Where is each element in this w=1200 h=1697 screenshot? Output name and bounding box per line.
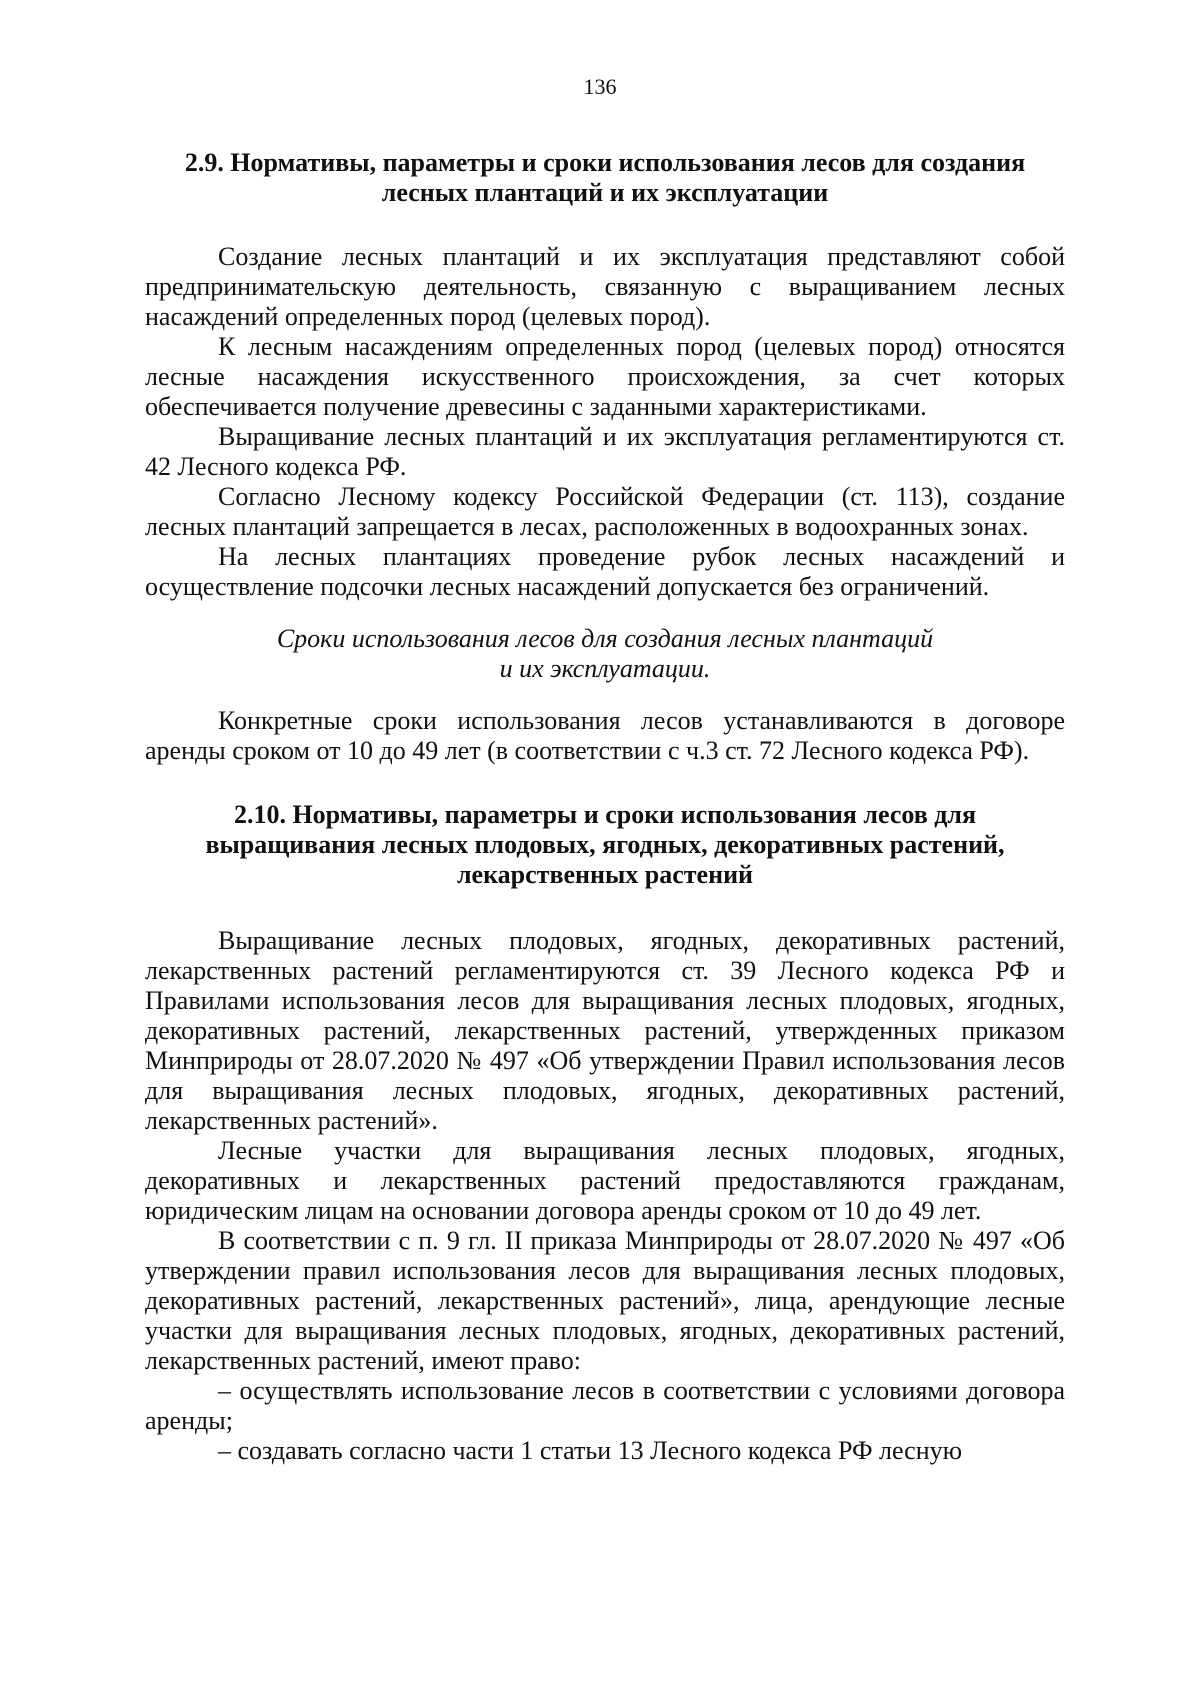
heading-line: выращивания лесных плодовых, ягодных, декоративных растений,: [205, 830, 1005, 859]
heading-line: 2.9. Нормативы, параметры и сроки использования лесов для создания: [184, 148, 1026, 177]
heading-line: лесных плантаций и их эксплуатации: [381, 178, 829, 207]
paragraph: Согласно Лесному кодексу Российской Федерации (ст. 113), создание лесных плантаций запрещается в лесах, расположенных в водоохранных зонах.: [145, 482, 1065, 541]
subtitle-line: Сроки использования лесов для создания лесных плантаций: [276, 624, 934, 653]
paragraph: Создание лесных плантаций и их эксплуатация представляют собой предпринимательскую деятельность, связанную с выращиванием лесных насаждений определенных пород (целевых пород).: [145, 242, 1065, 331]
paragraph: В соответствии с п. 9 гл. II приказа Минприроды от 28.07.2020 № 497 «Об утверждении правил использования лесов для выращивания лесных плодовых, декоративных растений, лекарственных растений», лица, арендующие лесные участки для выращивания лесных плодовых, ягодных, декоративных растений, лекарственных растений, имеют право:: [145, 1226, 1065, 1375]
terms-subtitle: [145, 624, 1065, 684]
list-item: – создавать согласно части 1 статьи 13 Лесного кодекса РФ лесную: [218, 1436, 963, 1465]
paragraph: Конкретные сроки использования лесов устанавливаются в договоре аренды сроком от 10 до 49 лет (в соответствии с ч.3 ст. 72 Лесного кодекса РФ).: [145, 706, 1065, 765]
terms-body: [145, 706, 1065, 766]
paragraph: К лесным насаждениям определенных пород (целевых пород) относятся лесные насаждения искусственного происхождения, за счет которых обеспечивается получение древесины с заданными характеристиками.: [145, 332, 1065, 421]
paragraph: На лесных плантациях проведение рубок лесных насаждений и осуществление подсочки лесных насаждений допускается без ограничений.: [145, 542, 1065, 601]
paragraph: Лесные участки для выращивания лесных плодовых, ягодных, декоративных и лекарственных растений предоставляются гражданам, юридическим лицам на основании договора аренды сроком от 10 до 49 лет.: [145, 1136, 1065, 1225]
heading-line: 2.10. Нормативы, параметры и сроки использования лесов для: [233, 800, 977, 829]
section-2-9-body: [145, 242, 1065, 602]
section-2-10-body: [145, 926, 1065, 1466]
heading-line: лекарственных растений: [456, 860, 754, 889]
section-heading-2-9: [145, 148, 1065, 208]
subtitle-line: и их эксплуатации.: [499, 654, 711, 683]
list-item: – осуществлять использование лесов в соответствии с условиями договора аренды;: [145, 1376, 1065, 1435]
paragraph: Выращивание лесных плантаций и их эксплуатация регламентируются ст. 42 Лесного кодекса РФ.: [145, 422, 1065, 481]
page-number: 136: [583, 74, 617, 99]
paragraph: Выращивание лесных плодовых, ягодных, декоративных растений, лекарственных растений регламентируются ст. 39 Лесного кодекса РФ и Правилами использования лесов для выращивания лесных плодовых, ягодных, декоративных растений, лекарственных растений, утвержденных приказом Минприроды от 28.07.2020 № 497 «Об утверждении Правил использования лесов для выращивания лесных плодовых, ягодных, декоративных растений, лекарственных растений».: [145, 926, 1065, 1135]
section-heading-2-10: [145, 800, 1065, 890]
